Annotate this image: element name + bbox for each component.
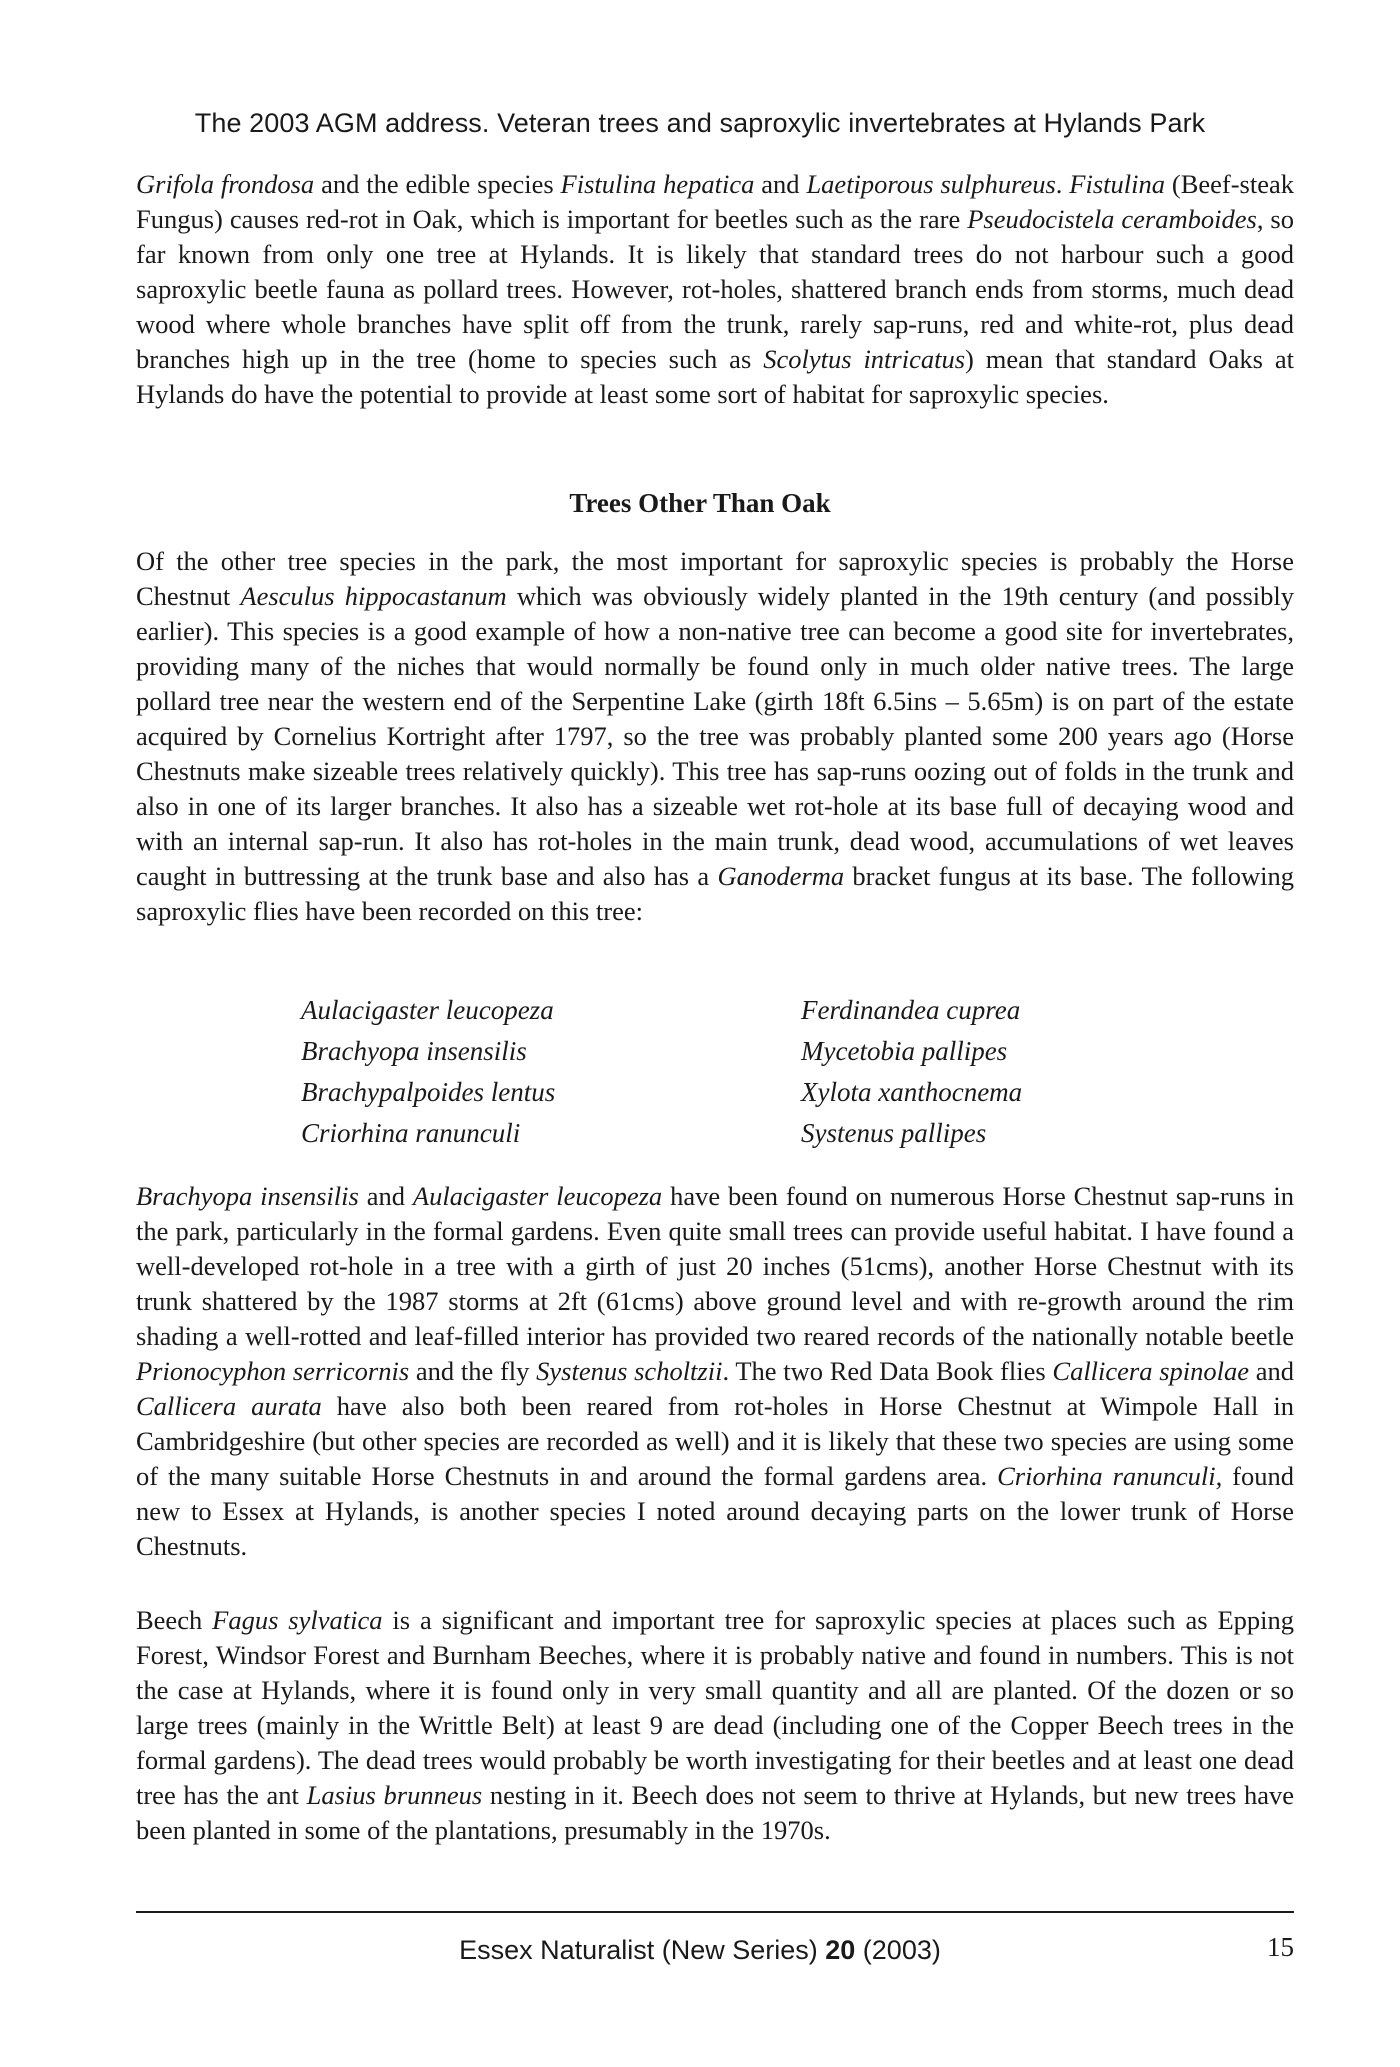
italic-term: Grifola frondosa: [136, 169, 315, 199]
italic-term: Lasius brunneus: [306, 1780, 483, 1810]
italic-term: Brachyopa insensilis: [136, 1181, 359, 1211]
italic-term: Fagus sylvatica: [212, 1605, 383, 1635]
italic-term: Systenus scholtzii: [536, 1356, 723, 1386]
italic-term: Aulacigaster leucopeza: [412, 1181, 663, 1211]
italic-term: Aesculus hippocastanum: [240, 581, 507, 611]
italic-term: Pseudocistela ceramboides: [967, 204, 1257, 234]
paragraph-text: Grifola frondosa and the edible species Fistulina hepatica and Laetiporous sulphureus. Fistulina (Beef-steak Fungus) causes red-rot in Oak, which is important for beetles such as the rare Pseudocistela ceramboides, so far known from only one tree at Hylands. It is likely that standard trees do not harbour such a good saproxylic beetle fauna as pollard trees. However, rot-holes, shattered branch ends from storms, much dead wood where whole branches have split off from the trunk, rarely sap-runs, red and white-rot, plus dead branches high up in the tree (home to species such as Scolytus intricatus) mean that standard Oaks at Hylands do have the potential to provide at least some sort of habitat for saproxylic species.: [136, 169, 1295, 409]
italic-term: Scolytus intricatus: [763, 344, 966, 374]
footer-journal-citation: [0, 1935, 1400, 1966]
species-item: Aulacigaster leucopeza: [301, 995, 554, 1025]
running-head: The 2003 AGM address. Veteran trees and saproxylic invertebrates at Hylands Park: [194, 108, 1206, 138]
paragraph-text: Beech Fagus sylvatica is a significant and important tree for saproxylic species at places such as Epping Forest, Windsor Forest and Burnham Beeches, where it is probably native and found in numbers. This is not the case at Hylands, where it is found only in very small quantity and all are planted. Of the dozen or so large trees (mainly in the Writtle Belt) at least 9 are dead (including one of the Copper Beech trees in the formal gardens). The dead trees would probably be worth investigating for their beetles and at least one dead tree has the ant Lasius brunneus nesting in it. Beech does not seem to thrive at Hylands, but new trees have been planted in some of the plantations, presumably in the 1970s.: [136, 1605, 1295, 1845]
italic-term: Prionocyphon serricornis: [136, 1356, 410, 1386]
paragraph-text: Of the other tree species in the park, the most important for saproxylic species is probably the Horse Chestnut Aesculus hippocastanum which was obviously widely planted in the 19th century (and possibly earlier). This species is a good example of how a non-native tree can become a good site for invertebrates, providing many of the niches that would normally be found only in much older native trees. The large pollard tree near the western end of the Serpentine Lake (girth 18ft 6.5ins – 5.65m) is on part of the estate acquired by Cornelius Kortright after 1797, so the tree was probably planted some 200 years ago (Horse Chestnuts make sizeable trees relatively quickly). This tree has sap-runs oozing out of folds in the trunk and also in one of its larger branches. It also has a sizeable wet rot-hole at its base full of decaying wood and with an internal sap-run. It also has rot-holes in the main trunk, dead wood, accumulations of wet leaves caught in buttressing at the trunk base and also has a Ganoderma bracket fungus at its base. The following saproxylic flies have been recorded on this tree:: [136, 546, 1295, 926]
journal-name: Essex Naturalist (New Series): [459, 1935, 826, 1965]
species-item: Xylota xanthocnema: [801, 1077, 1023, 1107]
section-heading: Trees Other Than Oak: [569, 488, 831, 518]
paragraph-oak-fungi: [136, 167, 1294, 412]
paragraph-text: Brachyopa insensilis and Aulacigaster leucopeza have been found on numerous Horse Chestnut sap-runs in the park, particularly in the formal gardens. Even quite small trees can provide useful habitat. I have found a well-developed rot-hole in a tree with a girth of just 20 inches (51cms), another Horse Chestnut with its trunk shattered by the 1987 storms at 2ft (61cms) above ground level and with re-growth around the rim shading a well-rotted and leaf-filled interior has provided two reared records of the nationally notable beetle Prionocyphon serricornis and the fly Systenus scholtzii. The two Red Data Book flies Callicera spinolae and Callicera aurata have also both been reared from rot-holes in Horse Chestnut at Wimpole Hall in Cambridgeshire (but other species are recorded as well) and it is likely that these two species are using some of the many suitable Horse Chestnuts in and around the formal gardens area. Criorhina ranunculi, found new to Essex at Hylands, is another species I noted around decaying parts on the lower trunk of Horse Chestnuts.: [136, 1181, 1295, 1561]
italic-term: Fistulina: [1069, 169, 1165, 199]
journal-year: (2003): [855, 1935, 941, 1965]
species-column-left: [301, 990, 555, 1154]
paragraph-horse-chestnut: [136, 544, 1294, 929]
italic-term: Callicera aurata: [136, 1391, 322, 1421]
italic-term: Laetiporous sulphureus: [806, 169, 1056, 199]
italic-term: Ganoderma: [717, 861, 845, 891]
species-item: Mycetobia pallipes: [801, 1036, 1008, 1066]
species-column-right: [801, 990, 1022, 1154]
italic-term: Callicera spinolae: [1052, 1356, 1250, 1386]
page-number: 15: [1267, 1932, 1294, 1962]
species-item: Ferdinandea cuprea: [801, 995, 1021, 1025]
journal-volume: 20: [825, 1935, 856, 1965]
paragraph-beech: [136, 1603, 1294, 1848]
footer-divider: [136, 1911, 1294, 1913]
italic-term: Criorhina ranunculi,: [997, 1461, 1223, 1491]
species-item: Brachyopa insensilis: [301, 1036, 527, 1066]
italic-term: Fistulina hepatica: [560, 169, 755, 199]
species-item: Criorhina ranunculi: [301, 1118, 521, 1148]
paragraph-sap-runs: [136, 1179, 1294, 1564]
species-item: Systenus pallipes: [801, 1118, 987, 1148]
species-item: Brachypalpoides lentus: [301, 1077, 556, 1107]
